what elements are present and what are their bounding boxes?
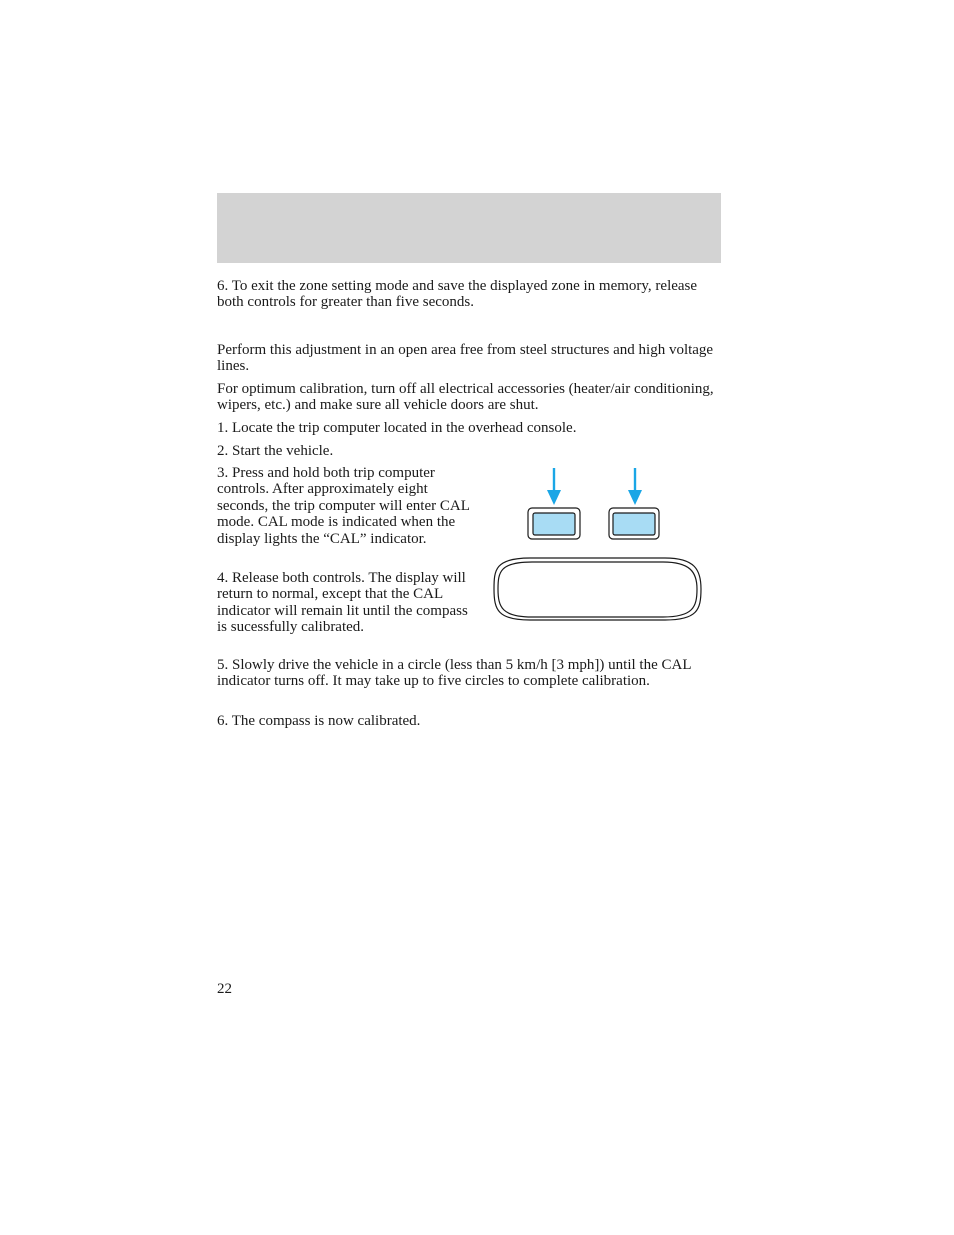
- calibration-step-4: 4. Release both controls. The display will return to normal, except that the CAL indicator will remain lit until the compass is sucessfully calibrated.: [217, 570, 468, 636]
- arrow-down-icon: [628, 468, 642, 505]
- zone-step-6: 6. To exit the zone setting mode and save the displayed zone in memory, release both controls for greater than five seconds.: [217, 278, 698, 311]
- calibration-step-5: 5. Slowly drive the vehicle in a circle (less than 5 km/h [3 mph]) until the CAL indicator turns off. It may take up to five circles to complete calibration.: [217, 657, 691, 690]
- trip-computer-diagram: [490, 462, 705, 628]
- trip-computer-display: [494, 558, 701, 620]
- section-header-band: [217, 193, 721, 263]
- right-control-button[interactable]: [609, 508, 659, 539]
- arrow-down-icon: [547, 468, 561, 505]
- calibration-step-3: 3. Press and hold both trip computer controls. After approximately eight seconds, the trip computer will enter CAL mode. CAL mode is indicated when the display lights the “CAL” indicator.: [217, 465, 470, 547]
- calibration-step-6: 6. The compass is now calibrated.: [217, 713, 421, 729]
- perform-adjustment-text: Perform this adjustment in an open area free from steel structures and high voltage lines.: [217, 342, 714, 375]
- optimum-calibration-text: For optimum calibration, turn off all electrical accessories (heater/air conditioning, wipers, etc.) and make sure all vehicle doors are shut.: [217, 381, 714, 414]
- calibration-step-1: 1. Locate the trip computer located in the overhead console.: [217, 420, 577, 436]
- calibration-step-2: 2. Start the vehicle.: [217, 443, 334, 459]
- page-number: 22: [217, 981, 232, 997]
- left-control-button[interactable]: [528, 508, 580, 539]
